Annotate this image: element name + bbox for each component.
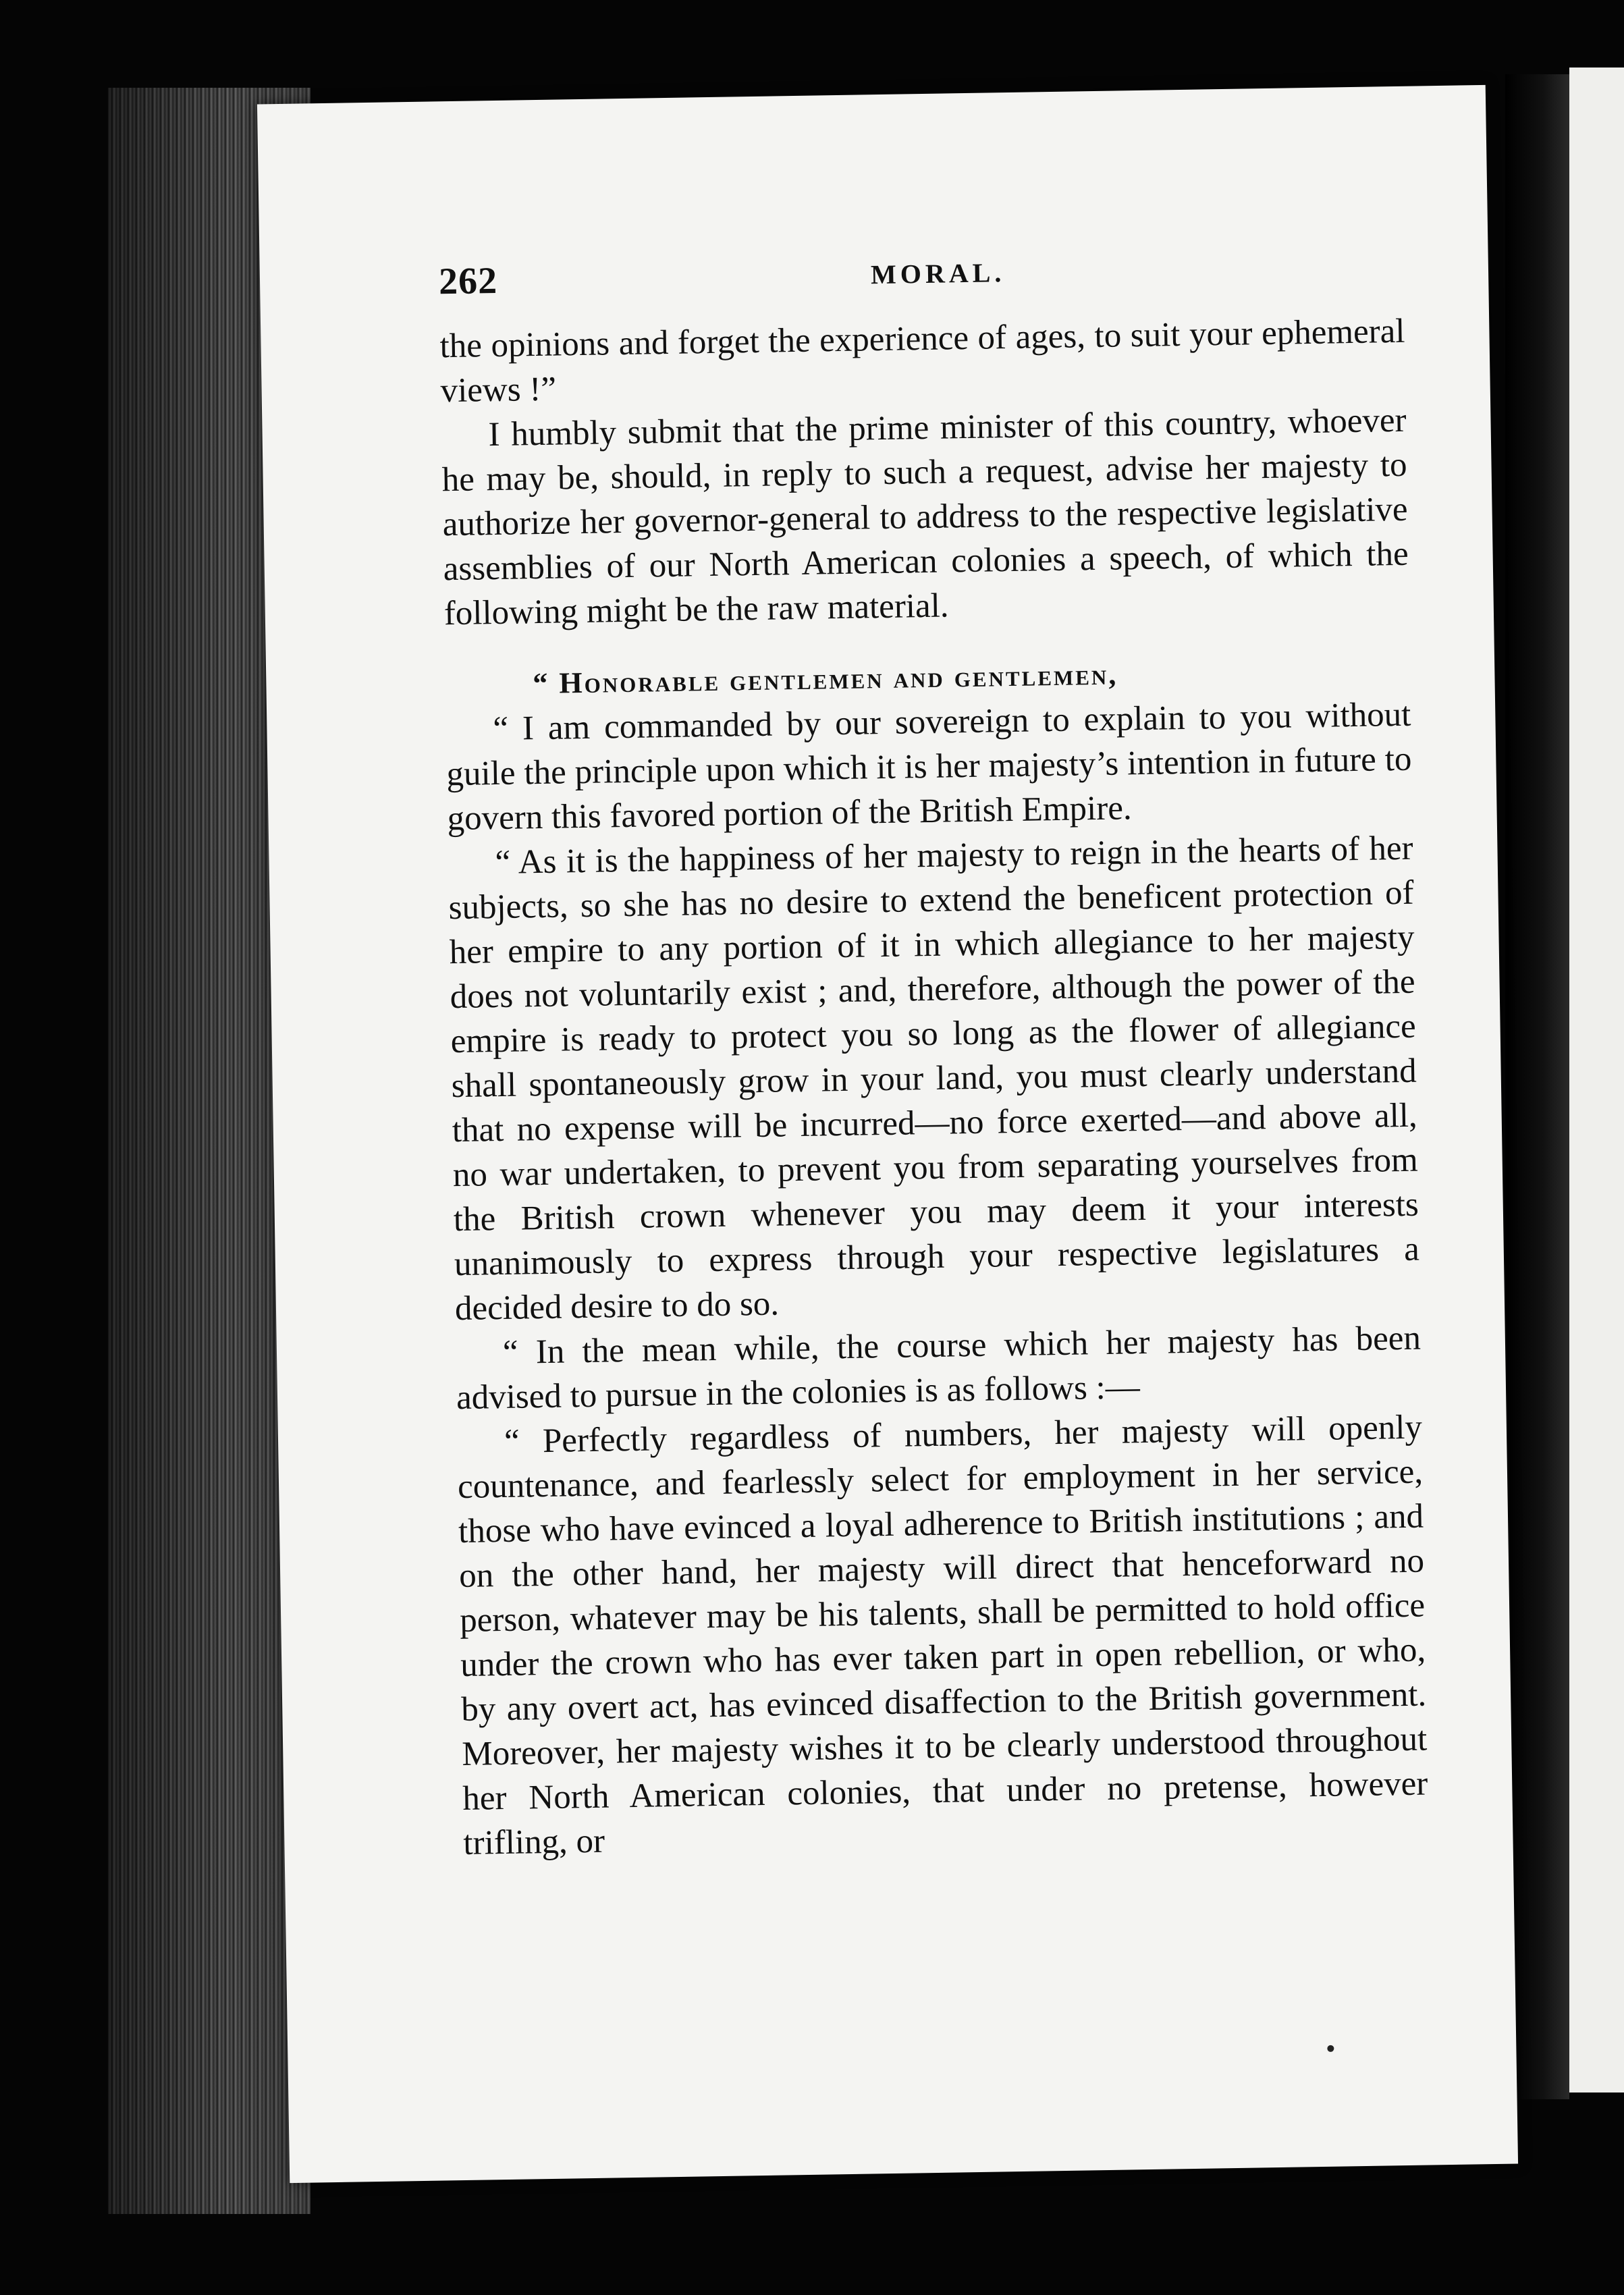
speech-salutation: “ Honorable gentlemen and gentlemen, [533, 657, 1118, 701]
facing-page-edge [1569, 68, 1624, 2092]
paragraph-allegiance: “ As it is the happiness of her majesty to reign in the hearts of her subjects, so she has no desire to extend the beneficent protection of her empire to any portion of it in which allegiance to her majesty does not voluntarily exist ; and, therefore, although the power of the empire is ready to protect you so long as the flower of allegiance shall spontaneously grow in your land, you must clearly understand that no expense will be incurred—no force exerted—and above all, no war undertaken, to prevent you from separating yourselves from the British crown whenever you may deem it your interests unanimously to express through your respective legislatures a decided desire to do so. [448, 829, 1420, 1328]
ink-speck [1327, 2045, 1334, 2052]
paragraph-submission: I humbly submit that the prime minister of this country, whoever he may be, should, in reply to such a request, advise her majesty to authorize her governor-general to address to the respective legislative assemblies of our North American colonies a speech, of which the following might be the raw material. [441, 401, 1409, 633]
page-header [439, 245, 1405, 321]
running-head: MORAL. [870, 257, 1006, 290]
body-text [439, 309, 1429, 1866]
page-number: 262 [438, 259, 498, 303]
paragraph-continuation: the opinions and forget the experience of ages, to suit your ephemeral views !” [439, 312, 1405, 410]
paragraph-course: “ In the mean while, the course which her majesty has been advised to pursue in the colonies is as follows :— [456, 1319, 1422, 1418]
paragraph-loyalty: “ Perfectly regardless of numbers, her majesty will openly countenance, and fearlessly select for employment in her service, those who have evinced a loyal adherence to British institutions ; and on the other hand, her majesty will direct that henceforward no person, whatever may be his talents, shall be permitted to hold office under the crown who has ever taken part in open rebellion, or who, by any overt act, has evinced disaffection to the British government. Moreover, her majesty wishes it to be clearly understood throughout her North American colonies, that under no pretense, however trifling, or [457, 1408, 1428, 1862]
book-gutter [1505, 74, 1569, 2099]
paragraph-command: “ I am commanded by our sovereign to explain to you without guile the principle upon which it is her majesty’s intention in future to govern this favored portion of the British Empire. [446, 695, 1412, 838]
book-page [257, 85, 1518, 2183]
